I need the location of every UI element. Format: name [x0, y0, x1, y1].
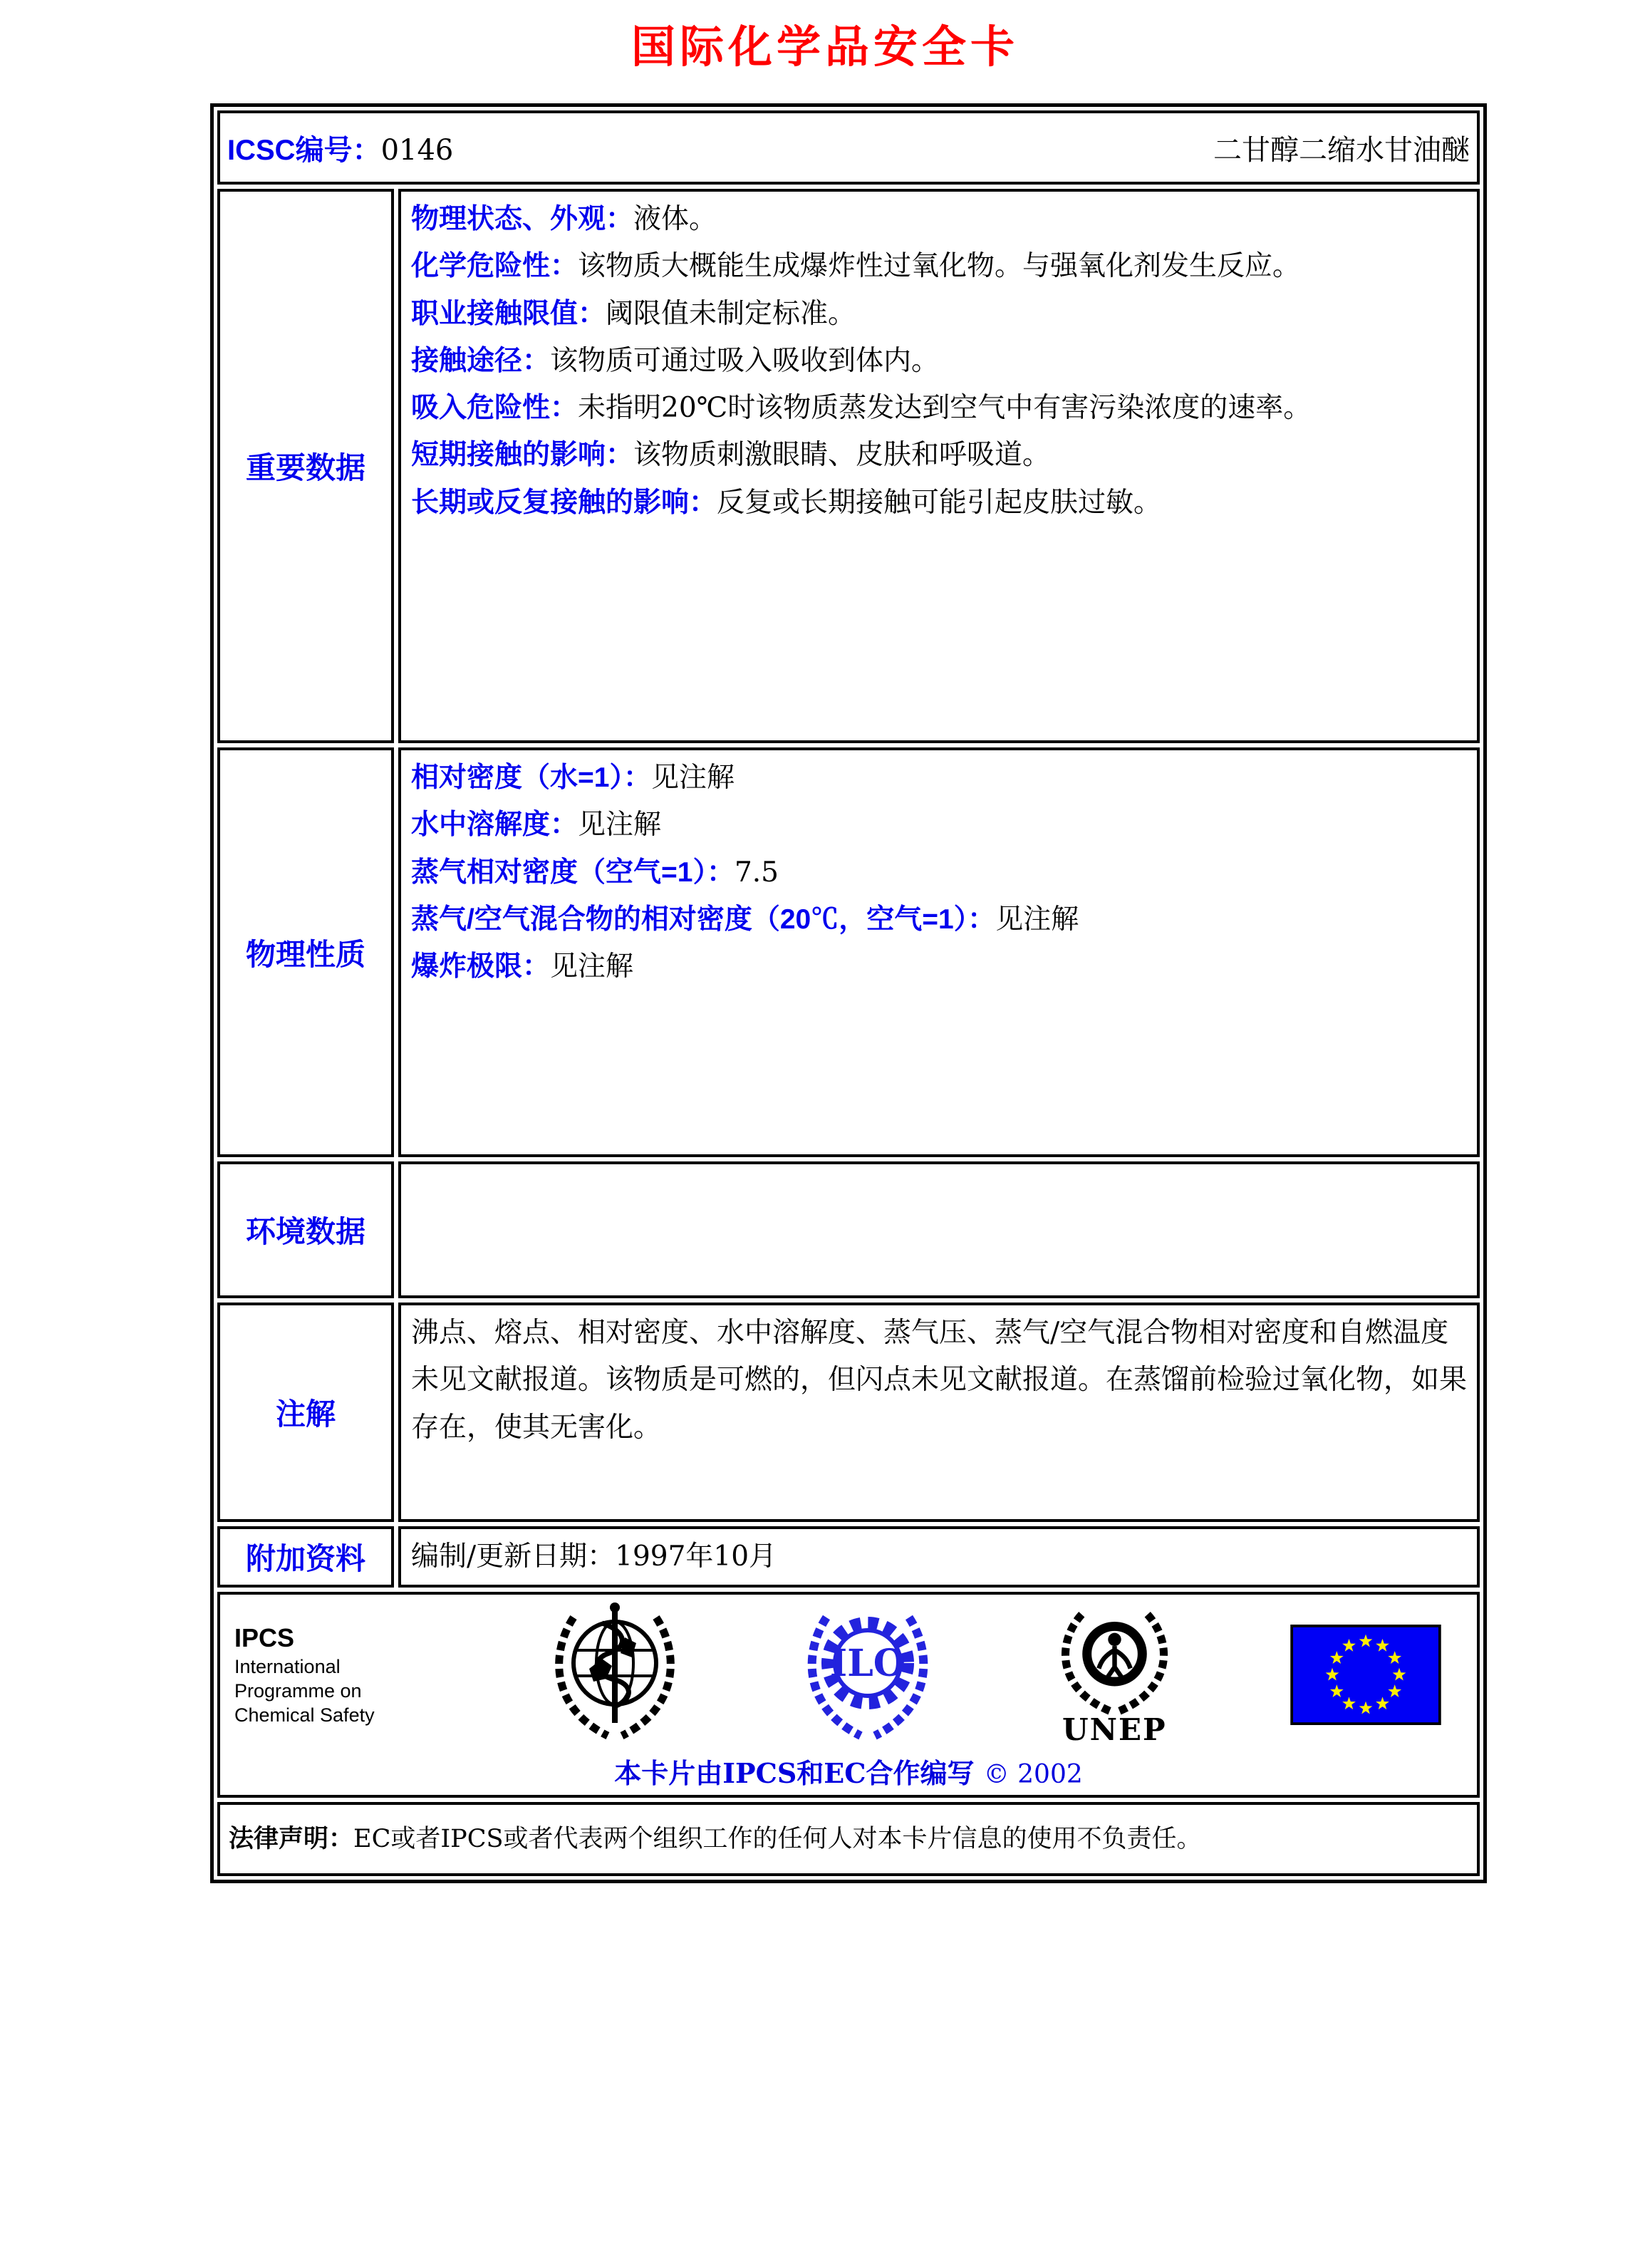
- field-label: 水中溶解度：: [411, 809, 578, 841]
- ipcs-text-block: [234, 1622, 434, 1727]
- field-label: 吸入危险性：: [411, 393, 578, 424]
- data-item: [411, 291, 1467, 338]
- header-row: [217, 110, 1480, 185]
- unep-emblem-icon: [1049, 1604, 1181, 1748]
- data-item: [411, 896, 1467, 943]
- data-item: [411, 432, 1467, 479]
- section-label: 注解: [275, 1397, 336, 1431]
- field-label: 蒸气相对密度（空气=1）：: [411, 856, 735, 888]
- field-value: 见注解: [550, 951, 634, 983]
- unep-letters: UNEP: [1062, 1712, 1167, 1748]
- environmental-data-label-cell: [217, 1161, 394, 1298]
- chemical-name: 二甘醇二缩水甘油醚: [1213, 133, 1470, 167]
- ipcs-acronym: IPCS: [234, 1623, 295, 1653]
- field-value: 见注解: [995, 903, 1079, 936]
- field-value: 未指明20℃时该物质蒸发达到空气中有害污染浓度的速率。: [578, 392, 1312, 425]
- field-value: 阈限值未制定标准。: [606, 297, 856, 330]
- eu-flag-icon: [1290, 1625, 1441, 1725]
- data-item: [411, 849, 1467, 896]
- important-data-label-cell: [217, 189, 394, 743]
- data-item: [411, 480, 1467, 527]
- ipcs-line: Programme on: [234, 1679, 362, 1702]
- copyright-text: © 2002: [983, 1760, 1083, 1790]
- section-label: 重要数据: [245, 451, 365, 485]
- field-value: 该物质大概能生成爆炸性过氧化物。与强氧化剂发生反应。: [578, 250, 1301, 283]
- additional-info-content-cell: [398, 1526, 1480, 1588]
- section-label: 环境数据: [245, 1215, 365, 1248]
- notes-label-cell: [217, 1303, 394, 1522]
- data-item: [411, 385, 1467, 432]
- field-label: 长期或反复接触的影响：: [411, 487, 717, 518]
- data-item: [411, 802, 1467, 849]
- field-value: 反复或长期接触可能引起皮肤过敏。: [717, 486, 1162, 519]
- data-item: [411, 943, 1467, 990]
- who-emblem-icon: [544, 1600, 686, 1749]
- logos-strip: [227, 1600, 1470, 1749]
- ipcs-line: Chemical Safety: [234, 1704, 375, 1726]
- field-label: 职业接触限值：: [411, 298, 606, 329]
- update-date-text: 编制/更新日期：1997年10月: [411, 1541, 777, 1573]
- physical-properties-row: [217, 747, 1480, 1157]
- field-label: 蒸气/空气混合物的相对密度（20℃，空气=1）：: [411, 903, 996, 935]
- ipcs-line: International: [234, 1656, 341, 1678]
- field-label: 爆炸极限：: [411, 951, 551, 983]
- field-value: 液体。: [633, 203, 717, 235]
- logos-row: [217, 1592, 1480, 1798]
- section-label: 物理性质: [245, 937, 365, 971]
- credit-text: 本卡片由IPCS和EC合作编写: [614, 1757, 975, 1790]
- field-value: 7.5: [734, 856, 779, 889]
- environmental-data-row: [217, 1161, 1480, 1298]
- legal-statement: [229, 1821, 1201, 1857]
- legal-label: 法律声明：: [229, 1825, 354, 1853]
- ilo-emblem-icon: [797, 1600, 939, 1749]
- section-label: 附加资料: [245, 1542, 365, 1576]
- notes-row: [217, 1303, 1480, 1522]
- data-item: [411, 338, 1467, 385]
- icsc-number-label: ICSC编号：: [227, 134, 381, 166]
- icsc-number: [227, 128, 453, 168]
- additional-info-label-cell: [217, 1526, 394, 1588]
- field-value: 见注解: [578, 809, 662, 842]
- field-label: 短期接触的影响：: [411, 440, 634, 471]
- data-item: [411, 755, 1467, 802]
- field-label: 相对密度（水=1）：: [411, 762, 651, 793]
- icsc-card-table: [210, 103, 1487, 1883]
- environmental-data-content-cell: [398, 1161, 1480, 1298]
- logos-cell: [217, 1592, 1480, 1798]
- physical-properties-content-cell: [398, 747, 1480, 1157]
- icsc-number-value: 0146: [380, 133, 454, 167]
- ilo-letters: ILO: [829, 1642, 906, 1686]
- field-label: 化学危险性：: [411, 251, 578, 282]
- legal-text: EC或者IPCS或者代表两个组织工作的任何人对本卡片信息的使用不负责任。: [353, 1825, 1202, 1854]
- legal-row: [217, 1802, 1480, 1876]
- field-value: 该物质刺激眼睛、皮肤和呼吸道。: [633, 439, 1051, 472]
- page-title: 国际化学品安全卡: [631, 21, 1019, 73]
- data-item: [411, 196, 1467, 243]
- field-label: 物理状态、外观：: [411, 204, 634, 234]
- physical-properties-label-cell: [217, 747, 394, 1157]
- header-cell: [217, 110, 1480, 185]
- field-value: 该物质可通过吸入吸收到体内。: [550, 344, 940, 377]
- field-label: 接触途径：: [411, 345, 551, 376]
- important-data-row: [217, 189, 1480, 743]
- additional-info-row: [217, 1526, 1480, 1588]
- data-item: [411, 243, 1467, 290]
- notes-content-cell: [398, 1303, 1480, 1522]
- field-value: 见注解: [650, 762, 735, 794]
- credit-line: [227, 1751, 1470, 1791]
- legal-cell: [217, 1802, 1480, 1876]
- important-data-content-cell: [398, 189, 1480, 743]
- notes-text: 沸点、熔点、相对密度、水中溶解度、蒸气压、蒸气/空气混合物相对密度和自燃温度未见文献报道。该物质是可燃的，但闪点未见文献报道。在蒸馏前检验过氧化物，如果存在，使其无害化。: [411, 1317, 1468, 1444]
